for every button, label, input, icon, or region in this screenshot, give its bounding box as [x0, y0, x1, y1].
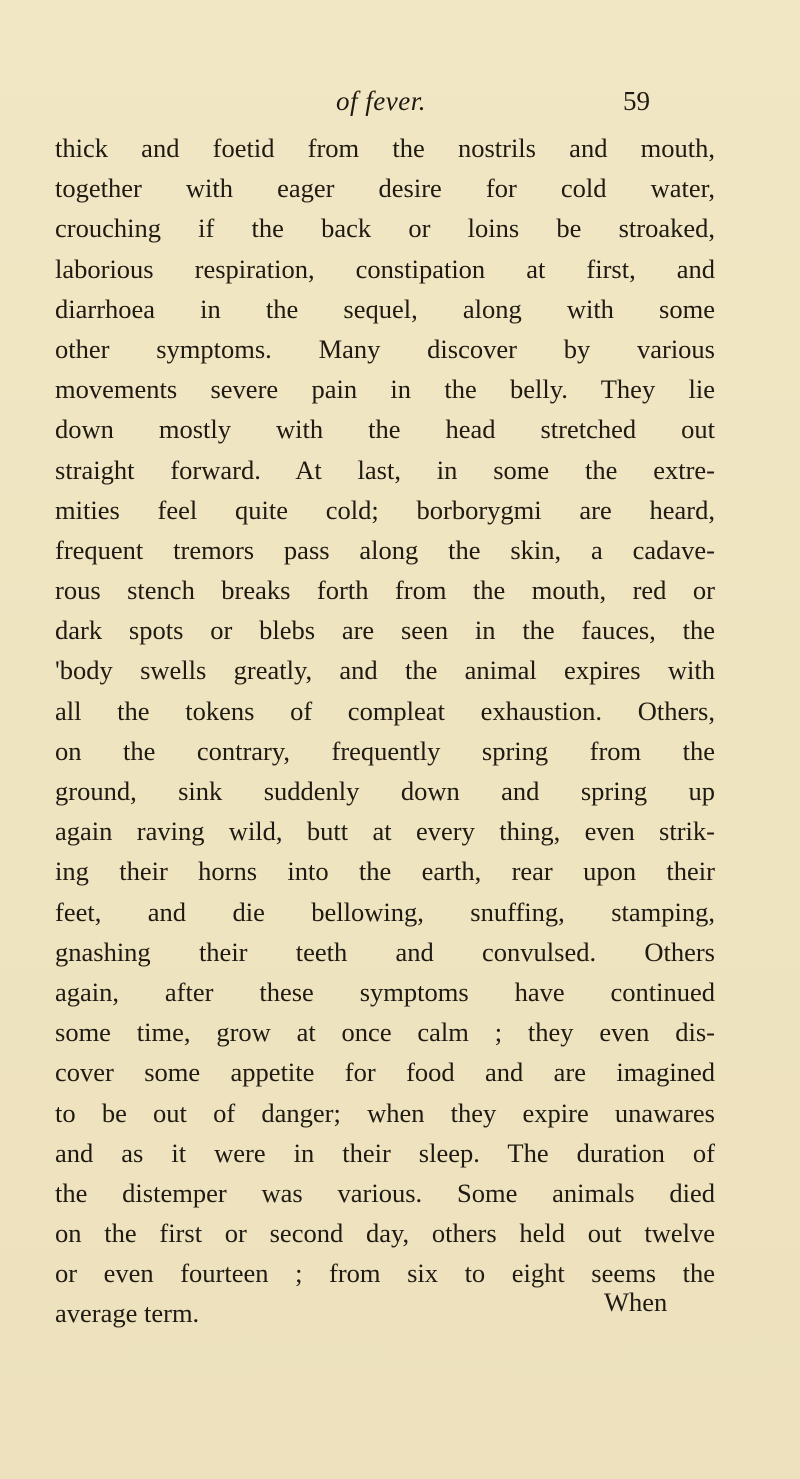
page-header: [0, 86, 800, 126]
text-line: average term.: [55, 1298, 200, 1329]
text-line: frequent tremors pass along the skin, a cadave-: [55, 534, 715, 565]
catchword: When: [604, 1287, 668, 1317]
text-line: and as it were in their sleep. The duration of: [55, 1137, 715, 1168]
text-line: ing their horns into the earth, rear upon their: [55, 856, 715, 887]
text-line: all the tokens of compleat exhaustion. Others,: [55, 695, 715, 726]
text-line: feet, and die bellowing, snuffing, stamping,: [55, 896, 715, 927]
text-line: some time, grow at once calm ; they even dis-: [55, 1017, 715, 1048]
running-title: of fever.: [336, 86, 426, 116]
text-line: crouching if the back or loins be stroaked,: [55, 213, 715, 244]
text-line: mities feel quite cold; borborygmi are heard,: [55, 494, 715, 525]
text-line: cover some appetite for food and are imagined: [55, 1057, 715, 1088]
text-line: to be out of danger; when they expire unawares: [55, 1097, 715, 1128]
text-line: down mostly with the head stretched out: [55, 414, 715, 445]
text-line: straight forward. At last, in some the extre-: [55, 454, 715, 485]
text-line: again, after these symptoms have continued: [55, 976, 715, 1007]
text-line: or even fourteen ; from six to eight seems the: [55, 1258, 715, 1289]
text-line: ground, sink suddenly down and spring up: [55, 776, 715, 806]
text-line: on the first or second day, others held out twelve: [55, 1218, 715, 1249]
body-text: [55, 128, 715, 1334]
text-line: other symptoms. Many discover by various: [55, 333, 715, 364]
text-line: again raving wild, butt at every thing, even strik-: [55, 816, 715, 847]
text-line: laborious respiration, constipation at first, and: [55, 253, 715, 284]
text-line: rous stench breaks forth from the mouth, red or: [55, 575, 715, 606]
text-line: diarrhoea in the sequel, along with some: [55, 293, 715, 324]
text-line: the distemper was various. Some animals died: [55, 1177, 715, 1208]
text-line: dark spots or blebs are seen in the fauces, the: [55, 615, 715, 646]
text-line: together with eager desire for cold water,: [55, 173, 715, 204]
text-line: movements severe pain in the belly. They lie: [55, 374, 715, 405]
page-number: 59: [623, 86, 650, 116]
text-line: gnashing their teeth and convulsed. Others: [55, 936, 715, 967]
text-line: thick and foetid from the nostrils and mouth,: [55, 133, 715, 163]
text-line: on the contrary, frequently spring from the: [55, 735, 715, 766]
text-line: 'body swells greatly, and the animal expires with: [55, 655, 715, 686]
